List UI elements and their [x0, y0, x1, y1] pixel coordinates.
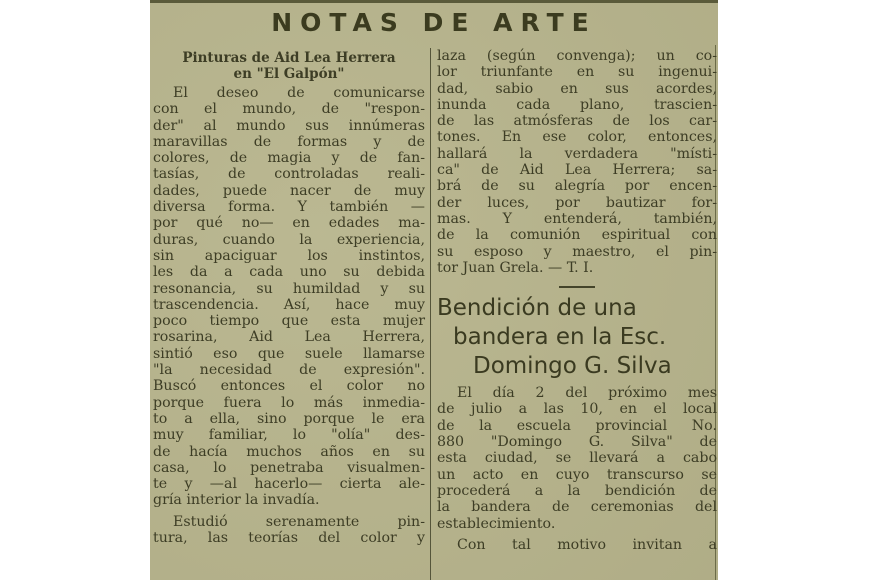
- text-line: tura, las teorías del color y: [153, 530, 425, 547]
- text-line: gría interior la invadía.: [153, 492, 320, 509]
- text-line: to a ella, sino porque le era: [153, 410, 425, 427]
- text-line: un acto en cuyo transcurso se: [437, 466, 717, 483]
- section-title: NOTAS DE ARTE: [271, 8, 597, 37]
- text-line: casa, lo penetraba visualmen-: [153, 459, 425, 476]
- text-line: muy familiar, lo "olía" des-: [153, 427, 425, 444]
- text-line: de la comunión espiritual con: [437, 227, 717, 244]
- text-line: der" al mundo sus innúmeras: [153, 117, 425, 134]
- text-line: rosarina, Aid Lea Herrera,: [153, 329, 425, 346]
- text-line: resonancia, su humildad y su: [153, 280, 425, 297]
- text-line: colores, de magia y de fan-: [153, 150, 425, 167]
- text-line: diversa forma. Y también —: [153, 199, 425, 216]
- text-line: poco tiempo que esta mujer: [153, 313, 425, 330]
- text-line: procederá a la bendición de: [437, 482, 717, 499]
- text-line: la bandera de ceremonias del: [437, 499, 717, 516]
- article2-body: [437, 385, 717, 553]
- text-line: trascendencia. Así, hace muy: [153, 296, 425, 313]
- text-line: El día 2 del próximo mes: [457, 385, 717, 402]
- text-line: duras, cuando la experiencia,: [153, 231, 425, 248]
- text-line: 880 "Domingo G. Silva" de: [437, 434, 717, 451]
- text-line: de las atmósferas de los car-: [437, 113, 717, 130]
- text-line: inunda cada plano, trascien-: [437, 96, 717, 113]
- text-line: maravillas de formas y de: [153, 133, 425, 150]
- text-line: Con tal motivo invitan a: [457, 536, 717, 553]
- left-column: [153, 50, 425, 546]
- text-line: esta ciudad, se llevará a cabo: [437, 450, 717, 467]
- text-line: der luces, por bautizar for-: [437, 194, 717, 211]
- text-line: te y —al hacerlo— cierta ale-: [153, 476, 425, 493]
- text-line: de la escuela provincial No.: [437, 417, 717, 434]
- article1-body-right: [437, 48, 717, 276]
- subhead-line: en "El Galpón": [233, 66, 345, 82]
- text-line: lor triunfante en su ingenui-: [437, 64, 717, 81]
- text-line: brá de su alegría por encen-: [437, 178, 717, 195]
- text-line: su esposo y maestro, el pin-: [437, 243, 717, 260]
- article2-headline: [437, 294, 717, 381]
- headline-line: Bendición de una: [437, 295, 637, 322]
- text-line: mas. Y entenderá, también,: [437, 210, 717, 227]
- column-divider: [430, 48, 431, 580]
- text-line: dad, sabio en sus acordes,: [437, 80, 717, 97]
- text-line: dades, puede nacer de muy: [153, 182, 425, 199]
- article1-subhead: [153, 50, 425, 82]
- right-column: [437, 48, 717, 553]
- text-line: laza (según convenga); un co-: [437, 48, 717, 64]
- text-line: El deseo de comunicarse: [173, 85, 425, 101]
- text-line: tones. En ese color, entonces,: [437, 129, 717, 146]
- text-line: sin apaciguar los instintos,: [153, 247, 425, 264]
- text-line: establecimiento.: [437, 515, 556, 532]
- article-separator: [559, 286, 595, 288]
- text-line: sintió eso que suele llamarse: [153, 345, 425, 362]
- text-line: Estudió serenamente pin-: [173, 513, 425, 530]
- headline-line: Domingo G. Silva: [473, 353, 672, 380]
- text-line: tasías, de controladas reali-: [153, 166, 425, 183]
- subhead-line: Pinturas de Aid Lea Herrera: [182, 50, 396, 66]
- text-line: con el mundo, de "respon-: [153, 101, 425, 118]
- text-line: les da a cada uno su debida: [153, 264, 425, 281]
- headline-line: bandera en la Esc.: [453, 324, 667, 351]
- text-line: "la necesidad de expresión".: [153, 362, 425, 379]
- text-line: porque fuera lo más inmedia-: [153, 394, 425, 411]
- text-line: ca" de Aid Lea Herrera; sa-: [437, 162, 717, 179]
- article1-byline: tor Juan Grela. — T. I.: [437, 259, 594, 276]
- text-line: de hacía muchos años en su: [153, 443, 425, 460]
- text-line: de julio a las 10, en el local: [437, 401, 717, 418]
- article1-body-left: [153, 85, 425, 546]
- top-rule: [150, 0, 718, 3]
- text-line: hallará la verdadera "místi-: [437, 145, 717, 162]
- text-line: Buscó entonces el color no: [153, 378, 425, 395]
- text-line: por qué no— en edades ma-: [153, 215, 425, 232]
- newspaper-clipping: [150, 0, 718, 580]
